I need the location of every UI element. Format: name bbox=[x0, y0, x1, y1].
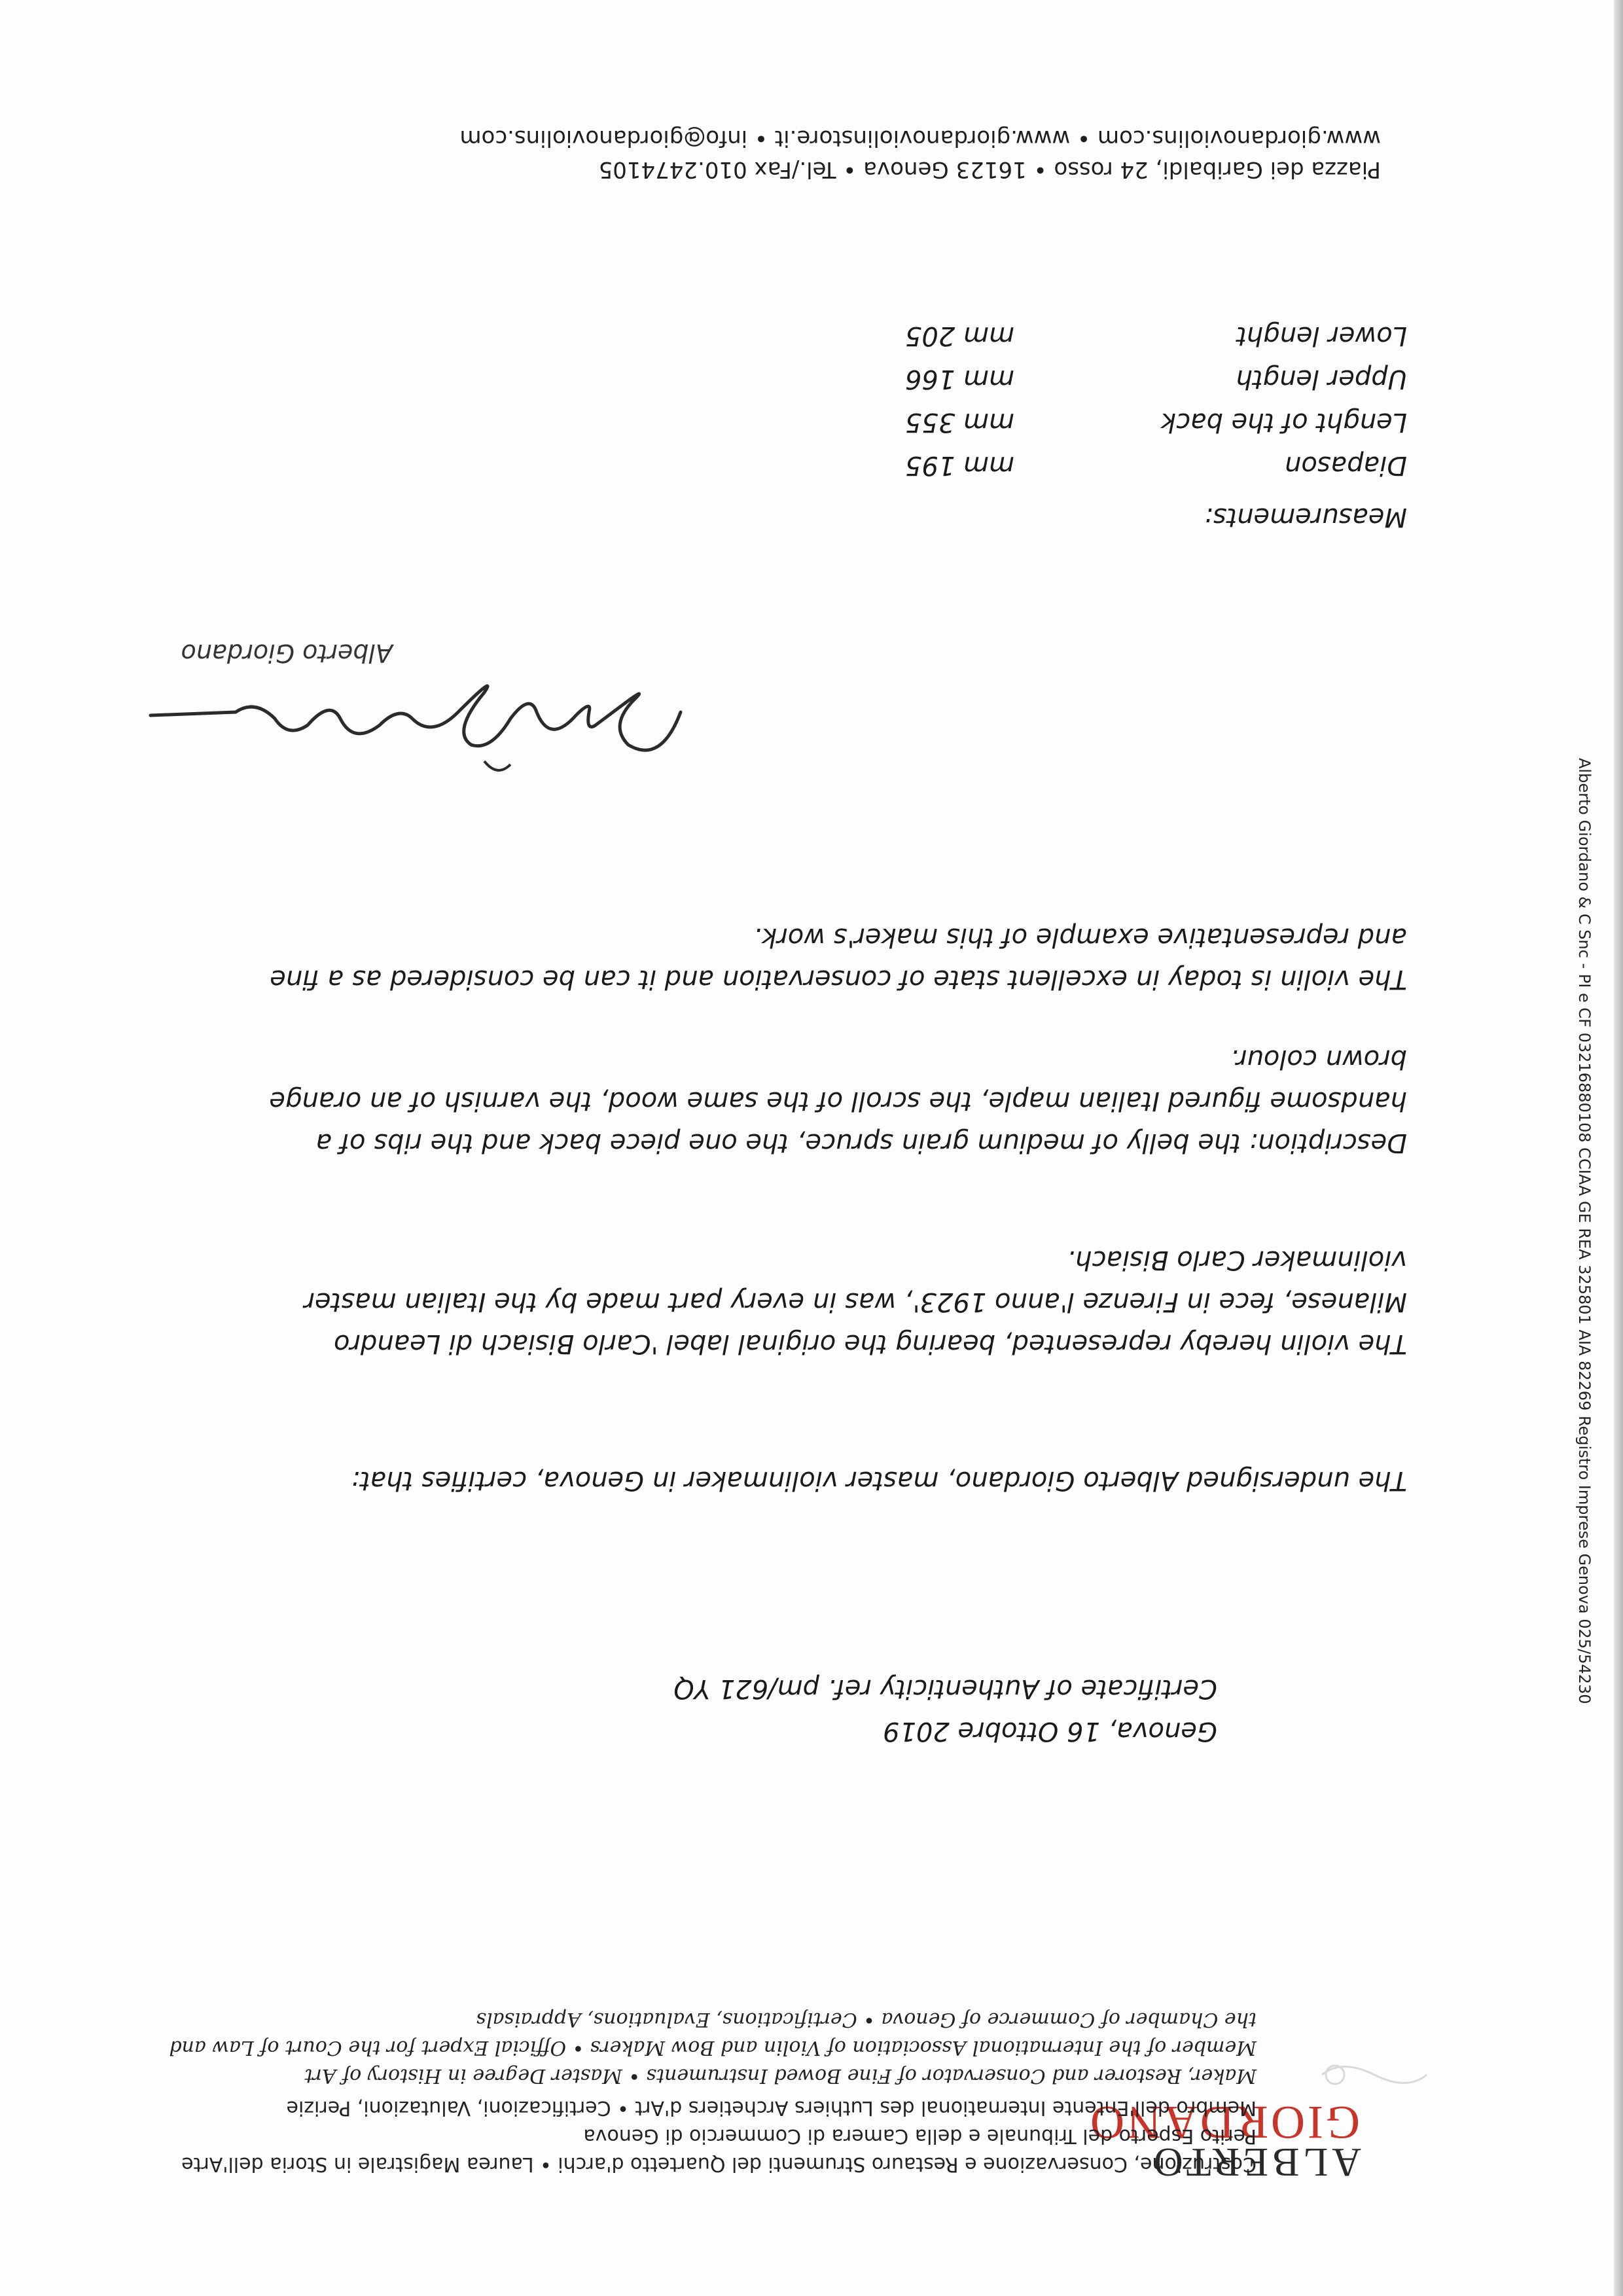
company-registration: Alberto Giordano & C Snc - PI e CF 03216880108 CCIAA GE REA 325801 AIA 82269 Registro Imprese Genova 025/54230 bbox=[1575, 758, 1594, 1704]
header-line: the Chamber of Commerce of Genova • Certifications, Evaluations, Appraisals bbox=[476, 2008, 1257, 2031]
measurement-value: mm 355 bbox=[905, 407, 1014, 437]
header-line: Perito Esperto del Tribunale e della Camera di Commercio di Genova bbox=[583, 2125, 1257, 2147]
certificate-reference: Certificate of Authenticity ref. pm/621 YQ bbox=[673, 1674, 1217, 1704]
header-line: Maker, Restorer and Conservator of Fine Bowed Instruments • Master Degree in History of Art bbox=[304, 2064, 1257, 2087]
header-credentials bbox=[144, 2005, 1257, 2178]
measurement-label: Lenght of the back bbox=[1160, 407, 1407, 437]
footer-address: Piazza dei Garibaldi, 24 rosso • 16123 Genova • Tel./Fax 010.2474105 bbox=[598, 156, 1381, 183]
date-line: Genova, 16 Ottobre 2019 bbox=[883, 1716, 1217, 1746]
measurement-value: mm 205 bbox=[905, 321, 1014, 351]
footer-web: www.giordanoviolins.com • www.giordanoviolinstore.it • info@giordanoviolins.com bbox=[459, 125, 1381, 151]
footer-contact bbox=[203, 122, 1381, 185]
signature-block bbox=[131, 607, 707, 791]
signature-printed-name: Alberto Giordano bbox=[181, 639, 393, 668]
measurements-title: Measurements: bbox=[1204, 502, 1407, 532]
paragraph-line: and representative example of this maker's work. bbox=[753, 922, 1407, 952]
paragraph-line: Description: the belly of medium grain spruce, the one piece back and the ribs of a bbox=[315, 1128, 1407, 1158]
condition-paragraph bbox=[242, 916, 1407, 1000]
description-paragraph bbox=[242, 1038, 1407, 1164]
logo-giordano-text: GIORDANO bbox=[1088, 2096, 1360, 2149]
paragraph-line: brown colour. bbox=[1230, 1044, 1407, 1074]
header-line: Costruzione, Conservazione e Restauro Strumenti del Quartetto d'archi • Laurea Magistrale in Storia dell'Arte bbox=[181, 2153, 1257, 2176]
violin-scroll-icon bbox=[1315, 2055, 1433, 2094]
handwritten-signature bbox=[131, 660, 707, 791]
attribution-paragraph bbox=[242, 1239, 1407, 1365]
measurement-value: mm 166 bbox=[905, 364, 1014, 394]
paragraph-line: violinmaker Carlo Bisiach. bbox=[1067, 1245, 1407, 1275]
header-line: Membro dell'Entente International des Luthiers Archetiers d'Art • Certificazioni, Valutazioni, Perizie bbox=[286, 2096, 1257, 2119]
logo-alberto-text: ALBERTO bbox=[1149, 2140, 1361, 2184]
paragraph-line: The violin hereby represented, bearing the original label 'Carlo Bisiach di Leandro bbox=[334, 1329, 1407, 1359]
intro-statement: The undersigned Alberto Giordano, master violinmaker in Genova, certifies that: bbox=[351, 1465, 1407, 1496]
measurement-label: Upper length bbox=[1236, 364, 1407, 394]
header-line: Member of the International Association of Violin and Bow Makers • Official Expert for the Court of Law and bbox=[169, 2036, 1257, 2059]
measurement-value: mm 195 bbox=[905, 450, 1014, 480]
paragraph-line: handsome figured Italian maple, the scroll of the same wood, the varnish of an orange bbox=[269, 1086, 1407, 1116]
scan-edge-shadow bbox=[1614, 0, 1623, 2296]
measurement-label: Lower lenght bbox=[1236, 321, 1407, 351]
paragraph-line: Milanese, fece in Firenze l'anno 1923', was in every part made by the Italian master bbox=[304, 1287, 1407, 1317]
paragraph-line: The violin is today in excellent state of conservation and it can be considered as a fine bbox=[270, 964, 1407, 994]
measurement-label: Diapason bbox=[1285, 450, 1407, 480]
